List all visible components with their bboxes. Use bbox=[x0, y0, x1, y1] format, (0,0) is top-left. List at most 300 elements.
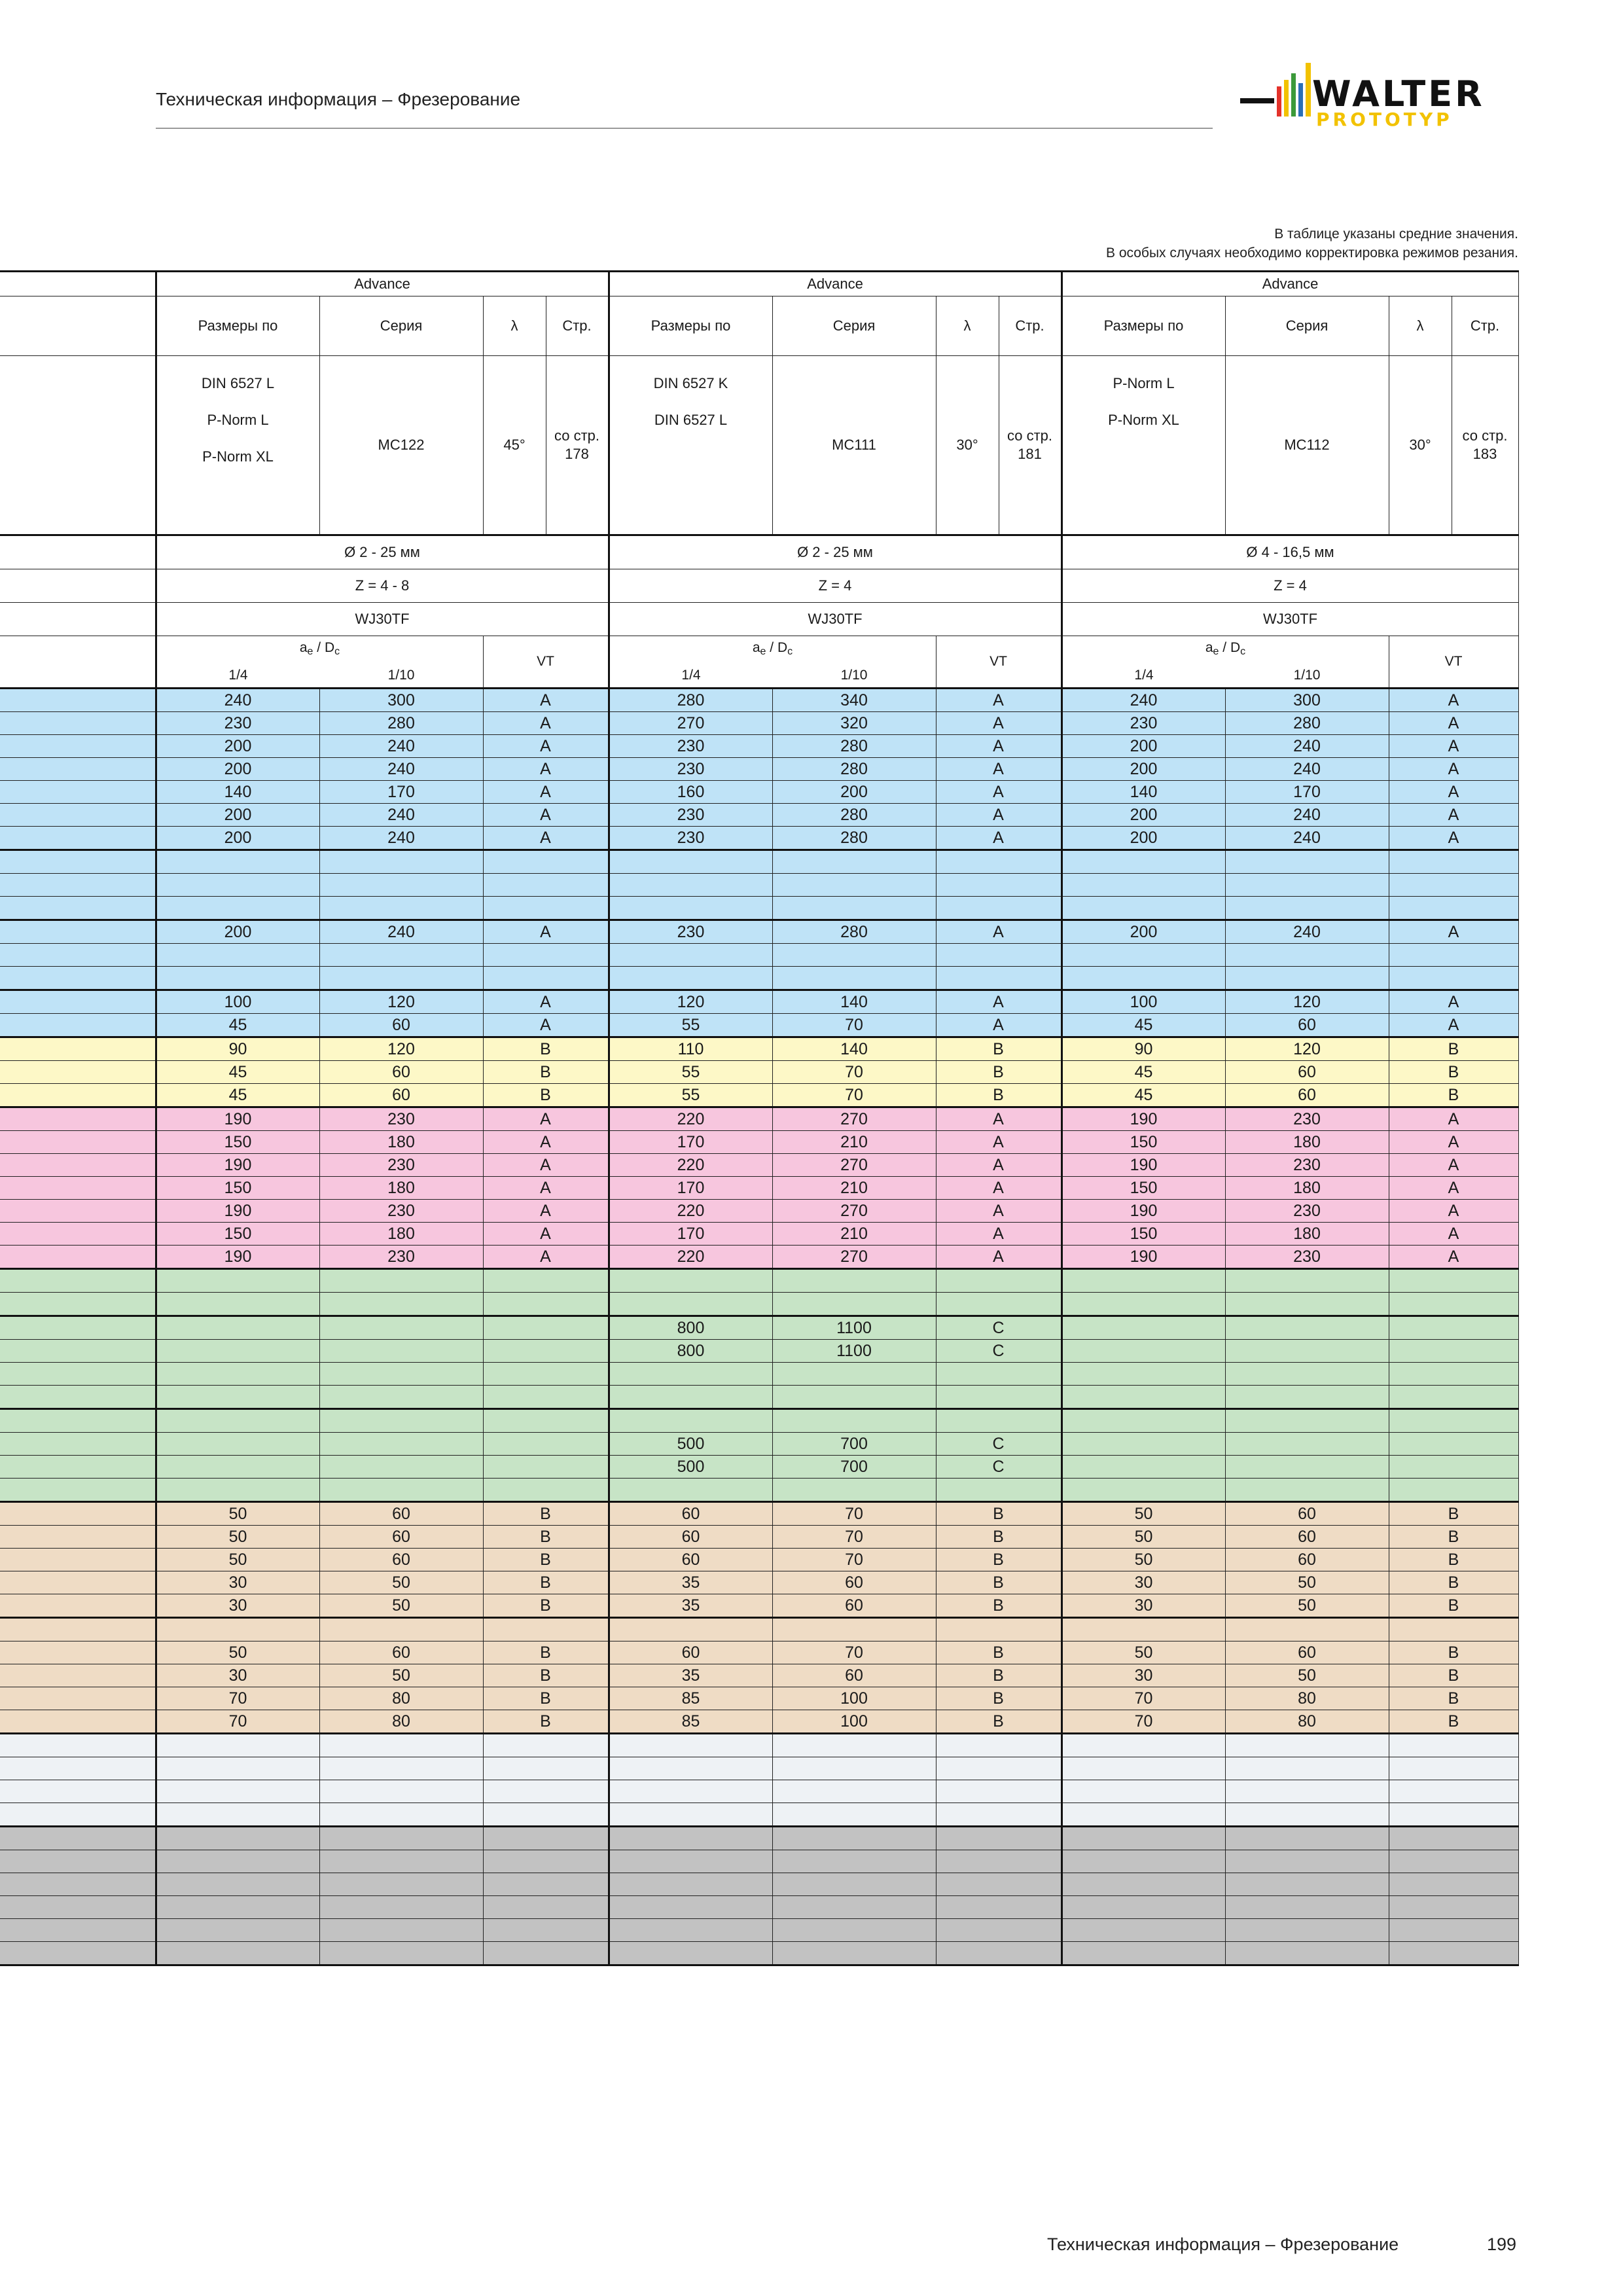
stub-cell bbox=[0, 1131, 156, 1154]
group-1-quarter-value: 240 bbox=[156, 689, 319, 712]
group-1-quarter-value: 45 bbox=[156, 1061, 319, 1084]
group-2-quarter-value: 60 bbox=[609, 1502, 772, 1526]
group-3-tenth-value bbox=[1225, 1757, 1389, 1780]
group-3-tenth-value bbox=[1225, 944, 1389, 967]
group-2-vt-grade: A bbox=[936, 735, 1061, 758]
group-2-tenth-value: 340 bbox=[772, 689, 936, 712]
group-2-tenth-value bbox=[772, 1850, 936, 1873]
table-row bbox=[0, 1293, 1518, 1316]
table-row bbox=[0, 827, 1518, 850]
group-2-tenth-value bbox=[772, 1734, 936, 1757]
group-1-quarter-value: 50 bbox=[156, 1526, 319, 1549]
stub-cell bbox=[0, 944, 156, 967]
table-row bbox=[0, 874, 1518, 897]
group-2-tenth-value bbox=[772, 1293, 936, 1316]
table-row bbox=[0, 1107, 1518, 1131]
table-row bbox=[0, 1664, 1518, 1687]
stub-cell bbox=[0, 569, 156, 603]
frac-tenth: 1/10 bbox=[840, 668, 868, 683]
group-1-vt-grade: A bbox=[483, 781, 609, 804]
group-2-tenth-value bbox=[772, 1479, 936, 1502]
group-3-tenth-value: 170 bbox=[1225, 781, 1389, 804]
group-1-vt-grade: A bbox=[483, 1131, 609, 1154]
group-3-quarter-value bbox=[1061, 1942, 1225, 1965]
group-2-tenth-value bbox=[772, 1919, 936, 1942]
group-2-vt-grade bbox=[936, 1803, 1061, 1827]
group-3-tenth-value bbox=[1225, 1386, 1389, 1409]
group-3-tenth-value: 60 bbox=[1225, 1526, 1389, 1549]
group-3-tenth-value bbox=[1225, 1850, 1389, 1873]
group-3-tenth-value: 240 bbox=[1225, 758, 1389, 781]
group-2-tenth-value bbox=[772, 967, 936, 990]
table-row bbox=[0, 758, 1518, 781]
group-3-vt-grade: A bbox=[1389, 990, 1518, 1014]
table-row bbox=[0, 1200, 1518, 1223]
group-1-quarter-value bbox=[156, 1456, 319, 1479]
group-2-tenth-value: 280 bbox=[772, 827, 936, 850]
group-3-vt-grade: B bbox=[1389, 1526, 1518, 1549]
group-2-tenth-value bbox=[772, 1386, 936, 1409]
group-1-vt-grade bbox=[483, 1919, 609, 1942]
stub-cell bbox=[0, 850, 156, 874]
group-2-vt-grade: A bbox=[936, 781, 1061, 804]
group-2-tenth-value: 210 bbox=[772, 1131, 936, 1154]
group-2-vt-grade: A bbox=[936, 1177, 1061, 1200]
group-3-quarter-value bbox=[1061, 1873, 1225, 1896]
group-2-quarter-value: 60 bbox=[609, 1526, 772, 1549]
group-3-vt-grade: B bbox=[1389, 1037, 1518, 1061]
group-3-tenth-value bbox=[1225, 1618, 1389, 1641]
model-name: DIN 6527 L bbox=[201, 375, 275, 391]
group-3-models bbox=[1061, 356, 1225, 535]
group-2-quarter-value bbox=[609, 967, 772, 990]
group-2-tenth-value bbox=[772, 850, 936, 874]
stub-cell bbox=[0, 1433, 156, 1456]
group-1-vt-grade: B bbox=[483, 1526, 609, 1549]
group-3-tenth-value: 230 bbox=[1225, 1154, 1389, 1177]
group-2-quarter-value: 60 bbox=[609, 1549, 772, 1571]
group-3-vt-grade bbox=[1389, 1827, 1518, 1850]
group-3-vt-grade bbox=[1389, 1340, 1518, 1363]
group-1-vt-grade: B bbox=[483, 1549, 609, 1571]
group-3-tenth-value bbox=[1225, 1456, 1389, 1479]
group-2-vt-grade: B bbox=[936, 1687, 1061, 1710]
group-1-tenth-value bbox=[319, 944, 483, 967]
stub-cell bbox=[0, 1526, 156, 1549]
stub-cell bbox=[0, 1664, 156, 1687]
group-2-tenth-value bbox=[772, 897, 936, 920]
group-3-quarter-value bbox=[1061, 1269, 1225, 1293]
group-2-tenth-value: 100 bbox=[772, 1710, 936, 1734]
group-3-quarter-value: 200 bbox=[1061, 920, 1225, 944]
group-2-quarter-value bbox=[609, 1363, 772, 1386]
group-2-tenth-value: 320 bbox=[772, 712, 936, 735]
group-2-quarter-value: 220 bbox=[609, 1246, 772, 1269]
group-3-quarter-value: 50 bbox=[1061, 1641, 1225, 1664]
group-1-vt-grade bbox=[483, 1873, 609, 1896]
group-2-vt-grade bbox=[936, 1780, 1061, 1803]
header-divider bbox=[156, 128, 1213, 129]
group-2-tenth-value: 70 bbox=[772, 1526, 936, 1549]
group-1-tenth-value: 60 bbox=[319, 1549, 483, 1571]
group-1-quarter-value bbox=[156, 1269, 319, 1293]
group-3-quarter-value: 190 bbox=[1061, 1107, 1225, 1131]
group-1-quarter-value bbox=[156, 1780, 319, 1803]
group-1-vt-grade: B bbox=[483, 1061, 609, 1084]
group-2-vt-grade: B bbox=[936, 1664, 1061, 1687]
group-3-series: MC112 bbox=[1225, 356, 1389, 535]
models-row bbox=[0, 356, 1518, 535]
group-1-tenth-value: 60 bbox=[319, 1014, 483, 1037]
group-2-quarter-value: 160 bbox=[609, 781, 772, 804]
group-2-vt-grade: C bbox=[936, 1340, 1061, 1363]
table-row bbox=[0, 1479, 1518, 1502]
group-2-vt-grade bbox=[936, 1827, 1061, 1850]
group-1-vt-grade bbox=[483, 1433, 609, 1456]
group-1-quarter-value: 200 bbox=[156, 804, 319, 827]
stub-cell bbox=[0, 874, 156, 897]
stub-cell bbox=[0, 1618, 156, 1641]
group-1-quarter-value bbox=[156, 874, 319, 897]
stub-cell bbox=[0, 1386, 156, 1409]
group-3-quarter-value bbox=[1061, 944, 1225, 967]
group-3-vt-grade: A bbox=[1389, 1200, 1518, 1223]
group-2-quarter-value: 60 bbox=[609, 1641, 772, 1664]
group-2-quarter-value bbox=[609, 897, 772, 920]
table-row bbox=[0, 1037, 1518, 1061]
group-3-tenth-value bbox=[1225, 897, 1389, 920]
group-1-quarter-value: 50 bbox=[156, 1549, 319, 1571]
group-1-vt-grade: A bbox=[483, 827, 609, 850]
group-1-quarter-value bbox=[156, 1873, 319, 1896]
series-label: Серия bbox=[319, 296, 483, 356]
stub-cell bbox=[0, 1223, 156, 1246]
group-1-quarter-value bbox=[156, 1803, 319, 1827]
table-row bbox=[0, 1942, 1518, 1965]
stub-cell bbox=[0, 1316, 156, 1340]
group-1-tenth-value bbox=[319, 1386, 483, 1409]
model-name: P-Norm L bbox=[207, 412, 269, 428]
table-row bbox=[0, 1084, 1518, 1107]
table-row bbox=[0, 689, 1518, 712]
group-3-tenth-value bbox=[1225, 1316, 1389, 1340]
group-3-tenth-value: 50 bbox=[1225, 1664, 1389, 1687]
group-1-quarter-value: 70 bbox=[156, 1687, 319, 1710]
group-3-vt-grade bbox=[1389, 1942, 1518, 1965]
table-row bbox=[0, 1061, 1518, 1084]
group-2-quarter-value bbox=[609, 944, 772, 967]
group-2-tenth-value: 140 bbox=[772, 1037, 936, 1061]
group-2-vt-grade bbox=[936, 1293, 1061, 1316]
group-2-quarter-value bbox=[609, 1409, 772, 1433]
group-1-vt-grade bbox=[483, 1618, 609, 1641]
walter-prototyp-logo bbox=[1240, 60, 1515, 139]
group-3-tenth-value bbox=[1225, 1827, 1389, 1850]
series-label: Серия bbox=[1225, 296, 1389, 356]
group-3-tenth-value bbox=[1225, 874, 1389, 897]
group-2-quarter-value: 85 bbox=[609, 1710, 772, 1734]
group-1-vt-grade bbox=[483, 1942, 609, 1965]
group-1-tenth-value bbox=[319, 1757, 483, 1780]
group-1-title: Advance bbox=[156, 272, 609, 296]
group-3-angle: 30° bbox=[1389, 356, 1452, 535]
group-2-title: Advance bbox=[609, 272, 1061, 296]
group-2-tenth-value: 700 bbox=[772, 1456, 936, 1479]
group-3-quarter-value: 200 bbox=[1061, 804, 1225, 827]
group-1-tenth-value bbox=[319, 850, 483, 874]
group-2-quarter-value bbox=[609, 1386, 772, 1409]
group-1-tenth-value: 60 bbox=[319, 1084, 483, 1107]
group-1-vt-grade: A bbox=[483, 1200, 609, 1223]
group-1-tenth-value bbox=[319, 967, 483, 990]
group-3-tenth-value bbox=[1225, 1873, 1389, 1896]
group-1-quarter-value: 230 bbox=[156, 712, 319, 735]
group-2-vt-grade: A bbox=[936, 1131, 1061, 1154]
stub-cell bbox=[0, 1850, 156, 1873]
group-1-tenth-value: 230 bbox=[319, 1154, 483, 1177]
group-3-quarter-value: 190 bbox=[1061, 1200, 1225, 1223]
group-3-quarter-value: 200 bbox=[1061, 758, 1225, 781]
group-1-tenth-value: 80 bbox=[319, 1710, 483, 1734]
group-2-vt-grade: B bbox=[936, 1710, 1061, 1734]
group-3-vt-grade: A bbox=[1389, 920, 1518, 944]
group-3-tenth-value: 120 bbox=[1225, 990, 1389, 1014]
group-1-vt-grade: A bbox=[483, 1014, 609, 1037]
group-3-vt-grade bbox=[1389, 850, 1518, 874]
group-3-vt-grade bbox=[1389, 1293, 1518, 1316]
stub-cell bbox=[0, 967, 156, 990]
group-1-vt-grade: B bbox=[483, 1641, 609, 1664]
group-2-vt-grade: A bbox=[936, 758, 1061, 781]
group-3-quarter-value: 45 bbox=[1061, 1061, 1225, 1084]
group-1-vt-grade: A bbox=[483, 689, 609, 712]
stub-cell bbox=[0, 920, 156, 944]
group-1-tenth-value bbox=[319, 1919, 483, 1942]
group-3-tenth-value bbox=[1225, 850, 1389, 874]
group-2-vt-grade bbox=[936, 1942, 1061, 1965]
cutting-data-table bbox=[0, 270, 1519, 1966]
group-3-quarter-value bbox=[1061, 1479, 1225, 1502]
stub-cell bbox=[0, 356, 156, 535]
table-row bbox=[0, 1502, 1518, 1526]
group-1-quarter-value bbox=[156, 897, 319, 920]
frac-quarter: 1/4 bbox=[228, 668, 248, 683]
table-row bbox=[0, 920, 1518, 944]
group-1-quarter-value bbox=[156, 850, 319, 874]
group-3-tenth-value: 240 bbox=[1225, 827, 1389, 850]
group-1-vt-grade: A bbox=[483, 1107, 609, 1131]
group-1-quarter-value: 200 bbox=[156, 758, 319, 781]
table-row bbox=[0, 1177, 1518, 1200]
stub-cell bbox=[0, 1293, 156, 1316]
group-2-tenth-value: 1100 bbox=[772, 1340, 936, 1363]
table-row bbox=[0, 897, 1518, 920]
group-1-angle: 45° bbox=[483, 356, 546, 535]
stub-cell bbox=[0, 897, 156, 920]
group-1-tenth-value: 280 bbox=[319, 712, 483, 735]
group-3-tenth-value bbox=[1225, 1409, 1389, 1433]
table-row bbox=[0, 1710, 1518, 1734]
group-3-quarter-value bbox=[1061, 1618, 1225, 1641]
table-row bbox=[0, 781, 1518, 804]
group-3-quarter-value: 45 bbox=[1061, 1084, 1225, 1107]
group-3-vt-grade bbox=[1389, 1433, 1518, 1456]
vt-header: VT bbox=[483, 636, 609, 689]
group-1-vt-grade bbox=[483, 874, 609, 897]
group-2-tenth-value: 270 bbox=[772, 1246, 936, 1269]
stub-cell bbox=[0, 1942, 156, 1965]
group-1-vt-grade bbox=[483, 1293, 609, 1316]
table-row bbox=[0, 1919, 1518, 1942]
group-1-tenth-value bbox=[319, 1734, 483, 1757]
stub-cell bbox=[0, 1641, 156, 1664]
group-1-vt-grade: A bbox=[483, 758, 609, 781]
group-2-vt-grade: C bbox=[936, 1433, 1061, 1456]
stub-cell bbox=[0, 1154, 156, 1177]
group-3-quarter-value: 200 bbox=[1061, 735, 1225, 758]
group-3-tenth-value bbox=[1225, 1780, 1389, 1803]
group-3-quarter-value bbox=[1061, 967, 1225, 990]
group-1-quarter-value bbox=[156, 944, 319, 967]
group-2-page-ref: со стр. 181 bbox=[999, 356, 1061, 535]
stub-cell bbox=[0, 1780, 156, 1803]
group-1-vt-grade bbox=[483, 1316, 609, 1340]
stub-cell bbox=[0, 1734, 156, 1757]
group-2-vt-grade bbox=[936, 1757, 1061, 1780]
group-3-quarter-value bbox=[1061, 1293, 1225, 1316]
group-3-quarter-value bbox=[1061, 897, 1225, 920]
group-1-tenth-value: 60 bbox=[319, 1526, 483, 1549]
group-1-quarter-value: 150 bbox=[156, 1131, 319, 1154]
group-2-vt-grade: B bbox=[936, 1641, 1061, 1664]
group-1-vt-grade: A bbox=[483, 920, 609, 944]
group-2-quarter-value bbox=[609, 1618, 772, 1641]
lambda-label: λ bbox=[1389, 296, 1452, 356]
logo-walter-text: WALTER bbox=[1312, 73, 1485, 115]
group-3-quarter-value: 200 bbox=[1061, 827, 1225, 850]
group-3-vt-grade: A bbox=[1389, 1154, 1518, 1177]
group-3-vt-grade: B bbox=[1389, 1594, 1518, 1618]
page-label: Стр. bbox=[999, 296, 1061, 356]
group-1-quarter-value: 190 bbox=[156, 1107, 319, 1131]
group-1-tenth-value: 240 bbox=[319, 804, 483, 827]
group-3-page-ref: со стр. 183 bbox=[1452, 356, 1518, 535]
group-3-vt-grade bbox=[1389, 1618, 1518, 1641]
group-2-tenth-value bbox=[772, 1618, 936, 1641]
group-3-quarter-value: 70 bbox=[1061, 1687, 1225, 1710]
group-3-tenth-value bbox=[1225, 1942, 1389, 1965]
stub-cell bbox=[0, 758, 156, 781]
diameter-row bbox=[0, 535, 1518, 569]
group-3-vt-grade: A bbox=[1389, 827, 1518, 850]
group-1-quarter-value bbox=[156, 1618, 319, 1641]
group-2-grade: WJ30TF bbox=[609, 603, 1061, 636]
table-row bbox=[0, 1827, 1518, 1850]
group-2-vt-grade: A bbox=[936, 1246, 1061, 1269]
group-3-quarter-value bbox=[1061, 874, 1225, 897]
group-2-tenth-value bbox=[772, 1827, 936, 1850]
group-1-tenth-value: 240 bbox=[319, 735, 483, 758]
group-2-vt-grade: A bbox=[936, 1223, 1061, 1246]
stub-cell bbox=[0, 1687, 156, 1710]
group-2-tenth-value bbox=[772, 1269, 936, 1293]
group-2-tenth-value: 280 bbox=[772, 735, 936, 758]
group-1-series: MC122 bbox=[319, 356, 483, 535]
stub-cell bbox=[0, 1246, 156, 1269]
group-2-quarter-value: 110 bbox=[609, 1037, 772, 1061]
group-3-quarter-value: 70 bbox=[1061, 1710, 1225, 1734]
group-3-quarter-value: 150 bbox=[1061, 1223, 1225, 1246]
group-3-quarter-value bbox=[1061, 1340, 1225, 1363]
group-3-title: Advance bbox=[1061, 272, 1518, 296]
stub-cell bbox=[0, 1827, 156, 1850]
group-2-vt-grade: A bbox=[936, 1107, 1061, 1131]
group-1-quarter-value: 30 bbox=[156, 1664, 319, 1687]
group-1-tenth-value bbox=[319, 1803, 483, 1827]
group-1-tenth-value bbox=[319, 1942, 483, 1965]
stub-cell bbox=[0, 1757, 156, 1780]
group-3-quarter-value: 90 bbox=[1061, 1037, 1225, 1061]
stub-cell bbox=[0, 296, 156, 356]
group-2-vt-grade bbox=[936, 1409, 1061, 1433]
stub-cell bbox=[0, 1107, 156, 1131]
group-2-quarter-value: 230 bbox=[609, 735, 772, 758]
group-1-tenth-value: 300 bbox=[319, 689, 483, 712]
group-1-vt-grade bbox=[483, 944, 609, 967]
group-2-models bbox=[609, 356, 772, 535]
stub-cell bbox=[0, 1549, 156, 1571]
table-row bbox=[0, 1618, 1518, 1641]
group-3-tenth-value: 240 bbox=[1225, 735, 1389, 758]
group-3-vt-grade: A bbox=[1389, 781, 1518, 804]
group-3-tenth-value: 50 bbox=[1225, 1571, 1389, 1594]
group-3-vt-grade bbox=[1389, 1896, 1518, 1919]
group-1-page-ref: со стр. 178 bbox=[546, 356, 609, 535]
group-2-quarter-value bbox=[609, 1850, 772, 1873]
group-1-vt-grade bbox=[483, 1363, 609, 1386]
table-row bbox=[0, 1154, 1518, 1177]
group-2-vt-grade bbox=[936, 944, 1061, 967]
group-1-quarter-value bbox=[156, 1942, 319, 1965]
stub-cell bbox=[0, 1803, 156, 1827]
group-1-tenth-value: 80 bbox=[319, 1687, 483, 1710]
group-2-tenth-value: 70 bbox=[772, 1014, 936, 1037]
group-3-quarter-value: 150 bbox=[1061, 1177, 1225, 1200]
group-3-tenth-value bbox=[1225, 967, 1389, 990]
group-3-vt-grade: A bbox=[1389, 804, 1518, 827]
stub-cell bbox=[0, 1479, 156, 1502]
group-3-quarter-value: 140 bbox=[1061, 781, 1225, 804]
group-1-quarter-value: 150 bbox=[156, 1177, 319, 1200]
group-1-quarter-value bbox=[156, 1363, 319, 1386]
table-row bbox=[0, 1526, 1518, 1549]
group-2-tenth-value: 270 bbox=[772, 1107, 936, 1131]
stub-cell bbox=[0, 1502, 156, 1526]
group-3-tenth-value: 60 bbox=[1225, 1641, 1389, 1664]
group-2-tenth-value: 270 bbox=[772, 1154, 936, 1177]
group-2-vt-grade: B bbox=[936, 1502, 1061, 1526]
group-1-tenth-value bbox=[319, 1293, 483, 1316]
group-2-vt-grade: B bbox=[936, 1084, 1061, 1107]
group-3-tenth-value: 230 bbox=[1225, 1107, 1389, 1131]
group-2-quarter-value: 230 bbox=[609, 827, 772, 850]
group-2-quarter-value bbox=[609, 1293, 772, 1316]
group-3-vt-grade: A bbox=[1389, 1107, 1518, 1131]
group-3-tenth-value: 240 bbox=[1225, 804, 1389, 827]
group-3-tenth-value: 180 bbox=[1225, 1177, 1389, 1200]
group-2-tenth-value: 210 bbox=[772, 1177, 936, 1200]
group-3-vt-grade bbox=[1389, 1757, 1518, 1780]
